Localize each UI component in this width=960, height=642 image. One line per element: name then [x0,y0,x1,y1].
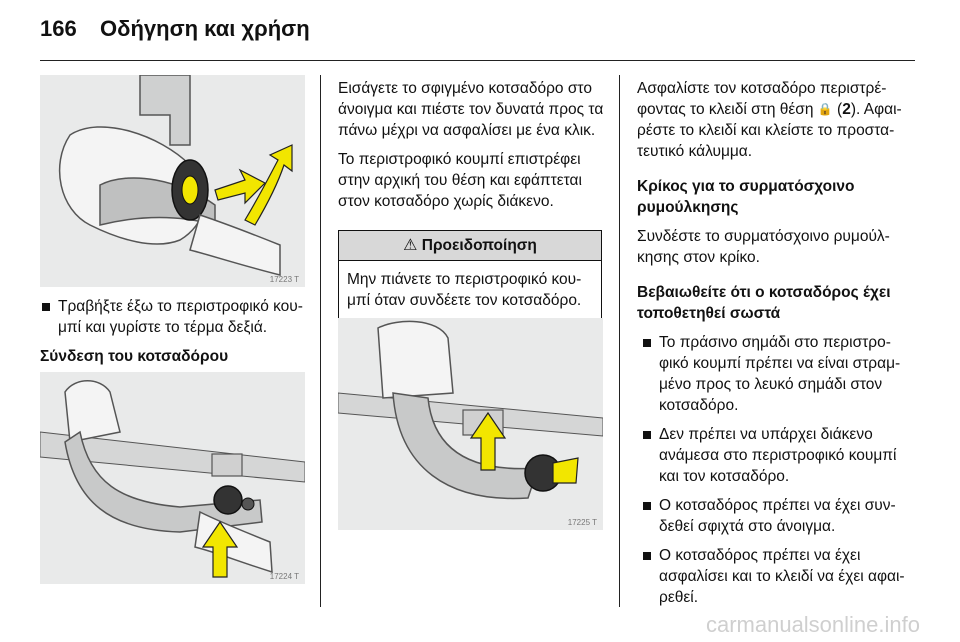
key-position-number: 2 [842,101,851,118]
column-divider-2 [619,75,620,607]
figure-code: 17225 T [567,518,597,527]
warning-text: Μην πιάνετε το περιστροφικό κου-μπί όταν συνδέετε τον κοτσαδόρο. [347,271,582,309]
figure-knob-turn [40,75,305,287]
body-paragraph: Εισάγετε το σφιγμένο κοτσαδόρο στο άνοιγμα και πιέστε τον δυνατά προς τα πάνω μέχρι να ασφαλίσει με ένα κλικ. [338,80,604,139]
warning-box [338,230,602,320]
header-rule [40,60,915,61]
watermark: carmanualsonline.info [705,612,920,637]
body-paragraph: Το περιστροφικό κουμπί επιστρέφει στην αρχική του θέση και εφάπτεται στον κοτσαδόρο χωρίς διάκενο. [338,151,582,210]
page-title: Οδήγηση και χρήση [100,16,310,41]
instruction-bullet: Τραβήξτε έξω το περιστροφικό κου-μπί και γυρίστε το τέρμα δεξιά. [40,296,308,338]
check-bullet: Ο κοτσαδόρος πρέπει να έχει συν-δεθεί σφιχτά στο άνοιγμα. [641,495,917,537]
body-paragraph: Συνδέστε το συρματόσχοινο ρυμούλ-κησης στον κρίκο. [637,228,890,266]
lock-icon: 🔒 [817,102,833,116]
warning-header [339,231,601,261]
figure-coupling-engaged [338,318,603,530]
page-number: 166 [40,16,77,41]
figure-coupling-insert [40,372,305,584]
check-bullet: Ο κοτσαδόρος πρέπει να έχει ασφαλίσει και το κλειδί να έχει αφαι-ρεθεί. [641,545,917,608]
check-bullet: Το πράσινο σημάδι στο περιστρο-φικό κουμπί πρέπει να είναι στραμ-μένο προς το λευκό σημάδι στον κοτσαδόρο. [641,332,917,416]
column-divider-1 [320,75,321,607]
section-heading: Βεβαιωθείτε ότι ο κοτσαδόρος έχει τοποθετηθεί σωστά [637,284,891,322]
section-heading: Κρίκος για το συρματόσχοινο ρυμούλκησης [637,178,855,216]
warning-icon: ⚠ [403,237,418,254]
warning-title: Προειδοποίηση [421,237,537,254]
check-bullet: Δεν πρέπει να υπάρχει διάκενο ανάμεσα στο περιστροφικό κουμπί και τον κοτσαδόρο. [641,424,917,487]
body-paragraph: Ασφαλίστε τον κοτσαδόρο περιστρέ-φοντας το κλειδί στη θέση 🔒 (2). Αφαι-ρέστε το κλειδί και κλείστε το προστα-τευτικό κάλυμμα. [637,80,902,160]
figure-code: 17223 T [269,275,299,284]
section-heading: Σύνδεση του κοτσαδόρου [40,348,229,365]
figure-code: 17224 T [269,572,299,581]
